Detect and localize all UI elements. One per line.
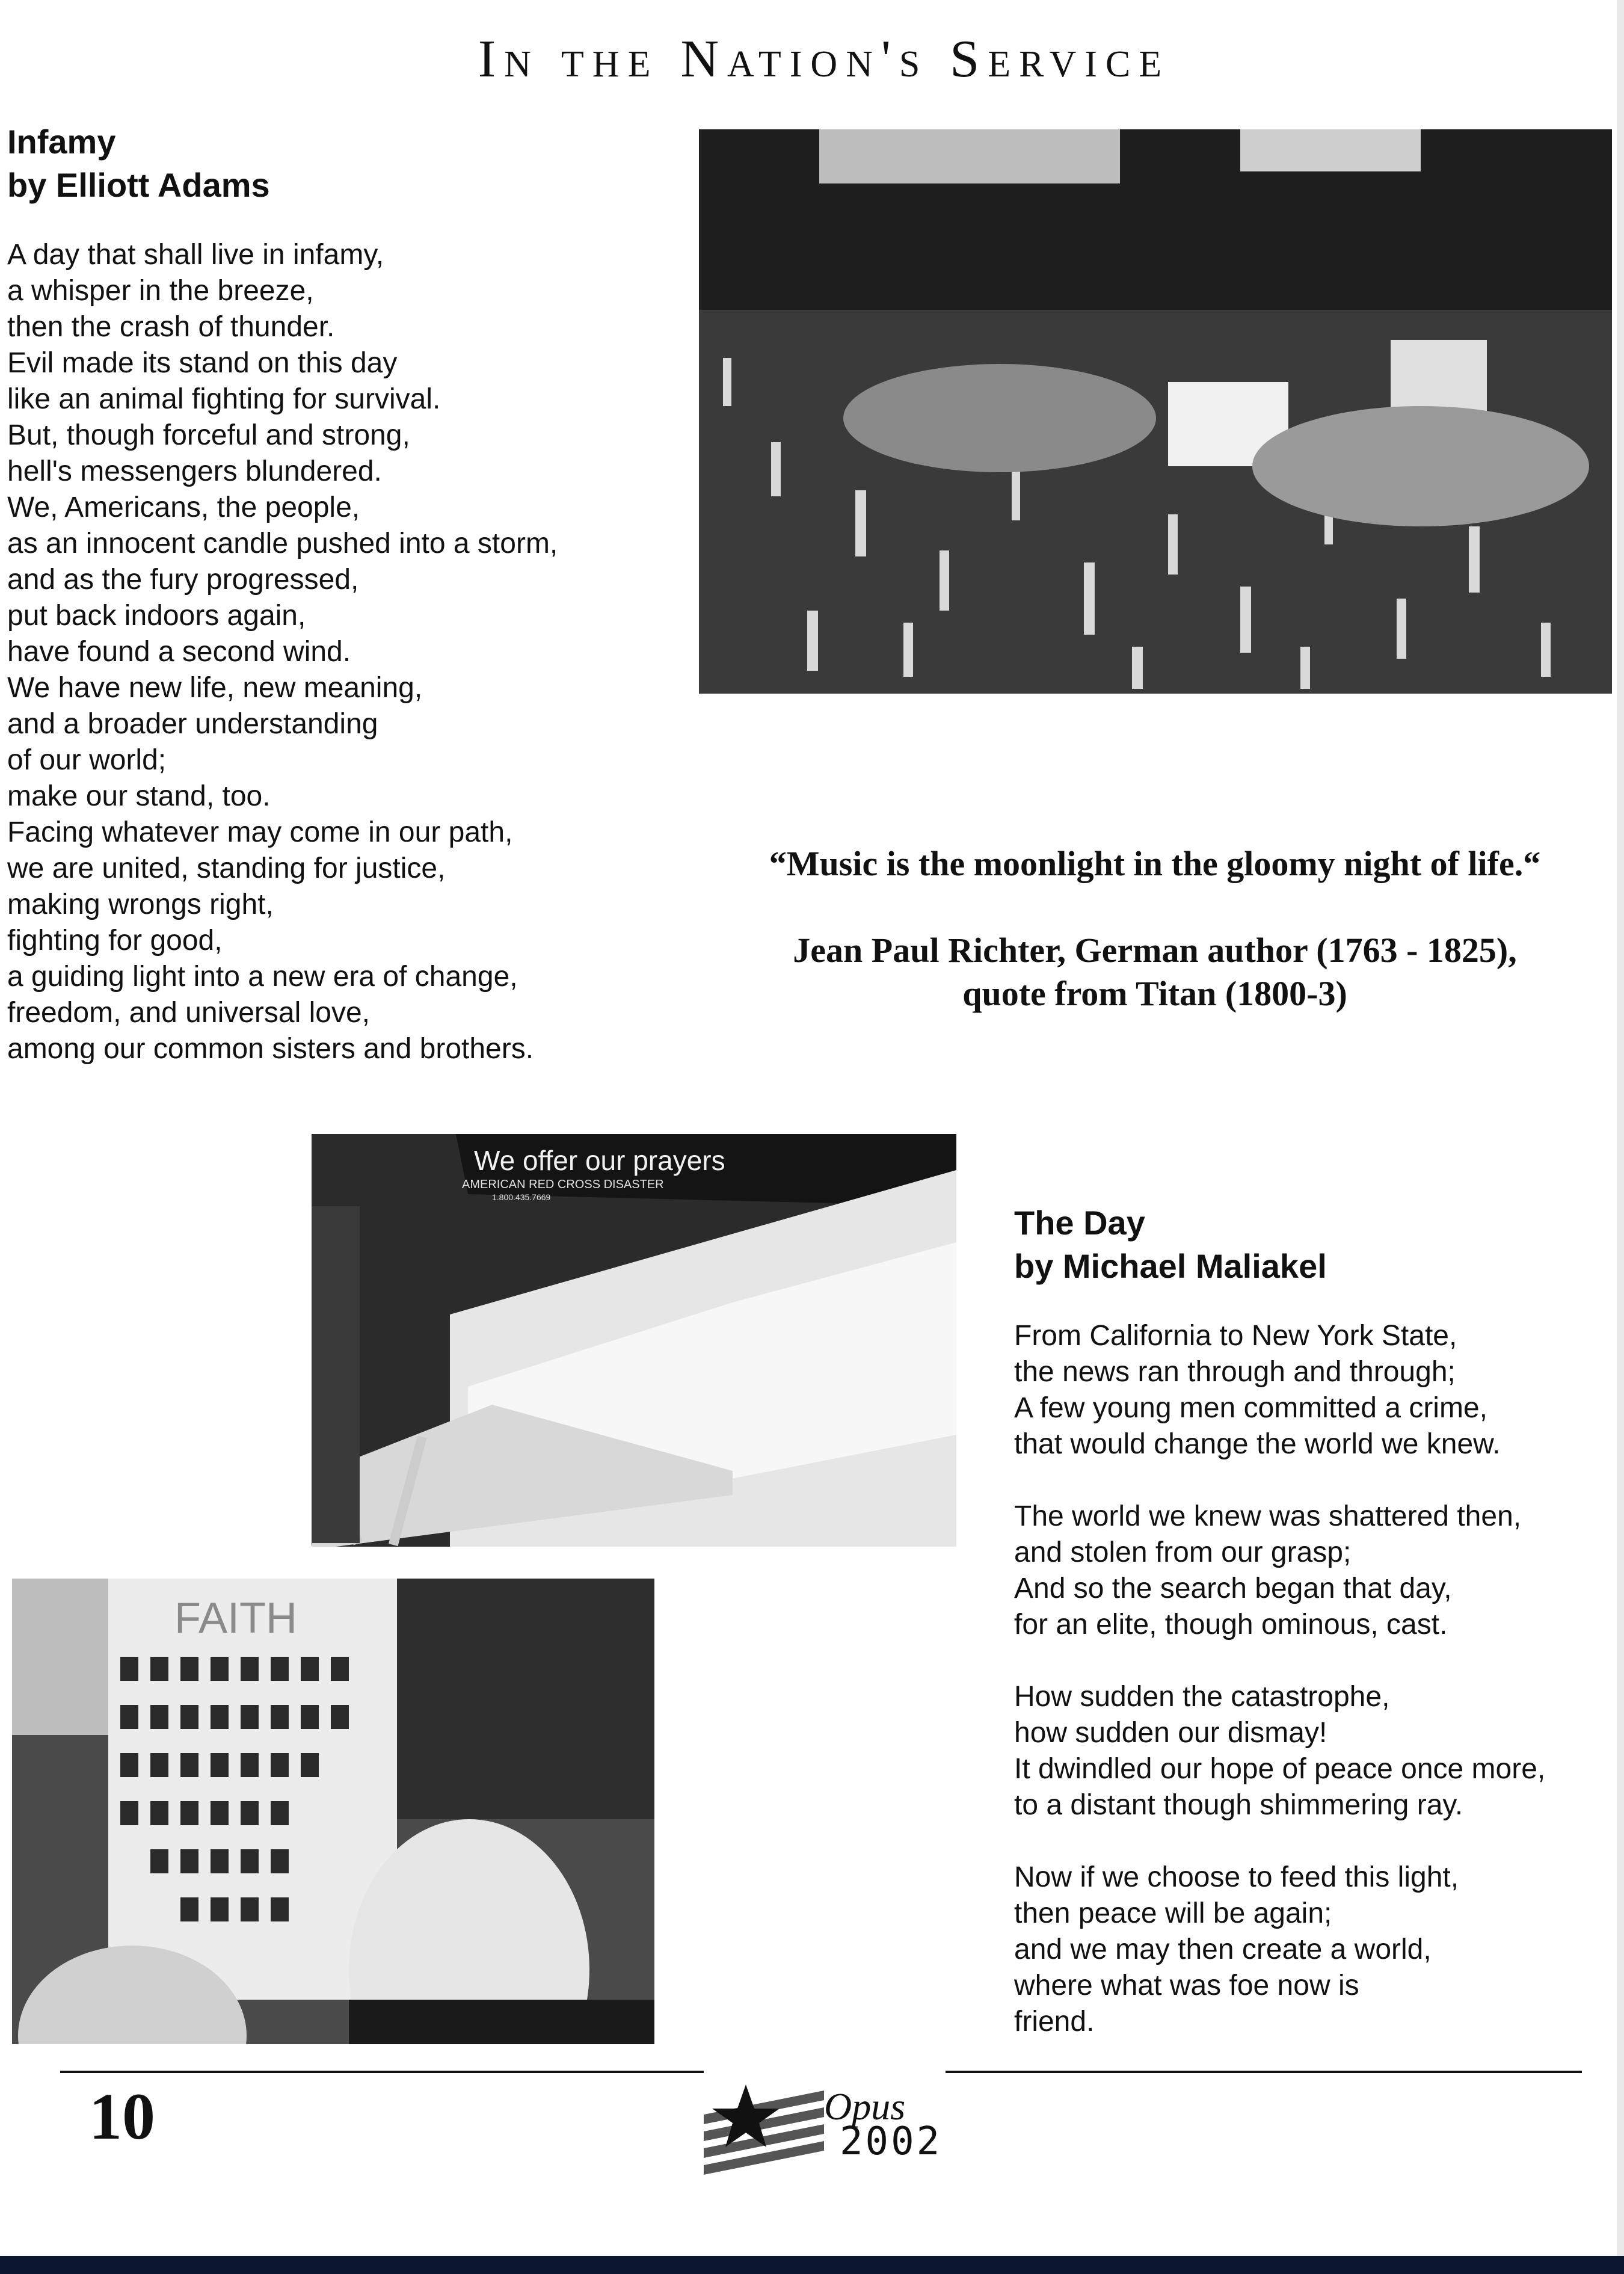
poem-body [7, 237, 669, 1067]
logo-word: Opus [824, 2085, 906, 2128]
poem-line: It dwindled our hope of peace once more, [1014, 1753, 1546, 1785]
board-text: FAITH [174, 1594, 298, 1642]
poem-line: make our stand, too. [7, 780, 271, 812]
poem-line: But, though forceful and strong, [7, 419, 410, 451]
poem-line: and we may then create a world, [1014, 1934, 1432, 1965]
poem-body [1014, 1318, 1616, 2040]
poem-line: then the crash of thunder. [7, 311, 335, 343]
poem-line: put back indoors again, [7, 600, 306, 632]
poem-line: And so the search began that day, [1014, 1573, 1452, 1604]
page-number: 10 [89, 2080, 155, 2153]
poem-the-day [1014, 1201, 1616, 2076]
footer-rule-right [946, 2071, 1582, 2073]
poem-title: Infamy [7, 123, 116, 161]
footer-rule-left [60, 2071, 704, 2073]
poem-line: fighting for good, [7, 925, 223, 957]
poem-line: hell's messengers blundered. [7, 455, 382, 487]
poem-line: for an elite, though ominous, cast. [1014, 1609, 1448, 1641]
poem-line: The world we knew was shattered then, [1014, 1500, 1522, 1532]
logo-year: 2002 [840, 2119, 943, 2164]
poem-infamy [7, 120, 669, 1067]
scan-bottom-strip [0, 2256, 1624, 2274]
memorial-candles-photo [699, 129, 1612, 694]
poem-line: among our common sisters and brothers. [7, 1033, 534, 1065]
poem-line: of our world; [7, 744, 167, 776]
poem-title: The Day [1014, 1204, 1145, 1242]
page-header: In the Nation's Service [478, 30, 1170, 88]
poem-line: we are united, standing for justice, [7, 852, 446, 884]
poem-line: a guiding light into a new era of change, [7, 961, 518, 993]
opus-logo [704, 2078, 956, 2187]
poem-line: making wrongs right, [7, 889, 274, 920]
quote-attribution-line2: quote from Titan (1800-3) [962, 974, 1347, 1013]
poem-line: and a broader understanding [7, 708, 378, 740]
poem-line: freedom, and universal love, [7, 997, 370, 1029]
poem-stanza [1014, 1679, 1616, 1823]
poem-line: then peace will be again; [1014, 1897, 1332, 1929]
poem-line: and stolen from our grasp; [1014, 1536, 1352, 1568]
page-edge [1617, 0, 1624, 2274]
poem-line: From California to New York State, [1014, 1320, 1457, 1352]
poem-stanza [1014, 1318, 1616, 1462]
poem-author: by Michael Maliakel [1014, 1247, 1327, 1285]
poem-line: We have new life, new meaning, [7, 672, 423, 704]
poem-line: the news ran through and through; [1014, 1356, 1456, 1388]
poem-stanza [1014, 1499, 1616, 1643]
poem-line: that would change the world we knew. [1014, 1428, 1501, 1460]
poem-line: friend. [1014, 2006, 1095, 2038]
poem-line: have found a second wind. [7, 636, 351, 668]
poem-line: We, Americans, the people, [7, 491, 360, 523]
poem-line: A day that shall live in infamy, [7, 239, 384, 271]
poem-stanza [1014, 1860, 1616, 2040]
poem-line: where what was foe now is [1014, 1970, 1359, 2001]
poem-line: Now if we choose to feed this light, [1014, 1861, 1459, 1893]
poem-line: Facing whatever may come in our path, [7, 816, 513, 848]
poem-line: to a distant though shimmering ray. [1014, 1789, 1463, 1821]
poem-line: and as the fury progressed, [7, 564, 359, 596]
poem-line: A few young men committed a crime, [1014, 1392, 1487, 1424]
banner-text: We offer our prayers [474, 1145, 725, 1176]
fence-memorial-photo [312, 1134, 956, 1547]
poem-line: a whisper in the breeze, [7, 275, 314, 307]
poem-line: how sudden our dismay! [1014, 1717, 1327, 1749]
banner-subtext: AMERICAN RED CROSS DISASTER [462, 1178, 664, 1191]
quote-text: “Music is the moonlight in the gloomy night of life.“ [769, 844, 1541, 883]
faith-board-photo [12, 1579, 654, 2044]
poem-line: as an innocent candle pushed into a storm, [7, 528, 558, 559]
quote-attribution-line1: Jean Paul Richter, German author (1763 - 1825), [793, 931, 1517, 970]
flag-star-icon [704, 2078, 824, 2187]
banner-phone: 1.800.435.7669 [492, 1192, 551, 1202]
quote-block [692, 842, 1618, 1015]
poem-author: by Elliott Adams [7, 166, 270, 204]
poem-line: like an animal fighting for survival. [7, 383, 441, 415]
poem-line: Evil made its stand on this day [7, 347, 398, 379]
poem-line: How sudden the catastrophe, [1014, 1681, 1390, 1713]
